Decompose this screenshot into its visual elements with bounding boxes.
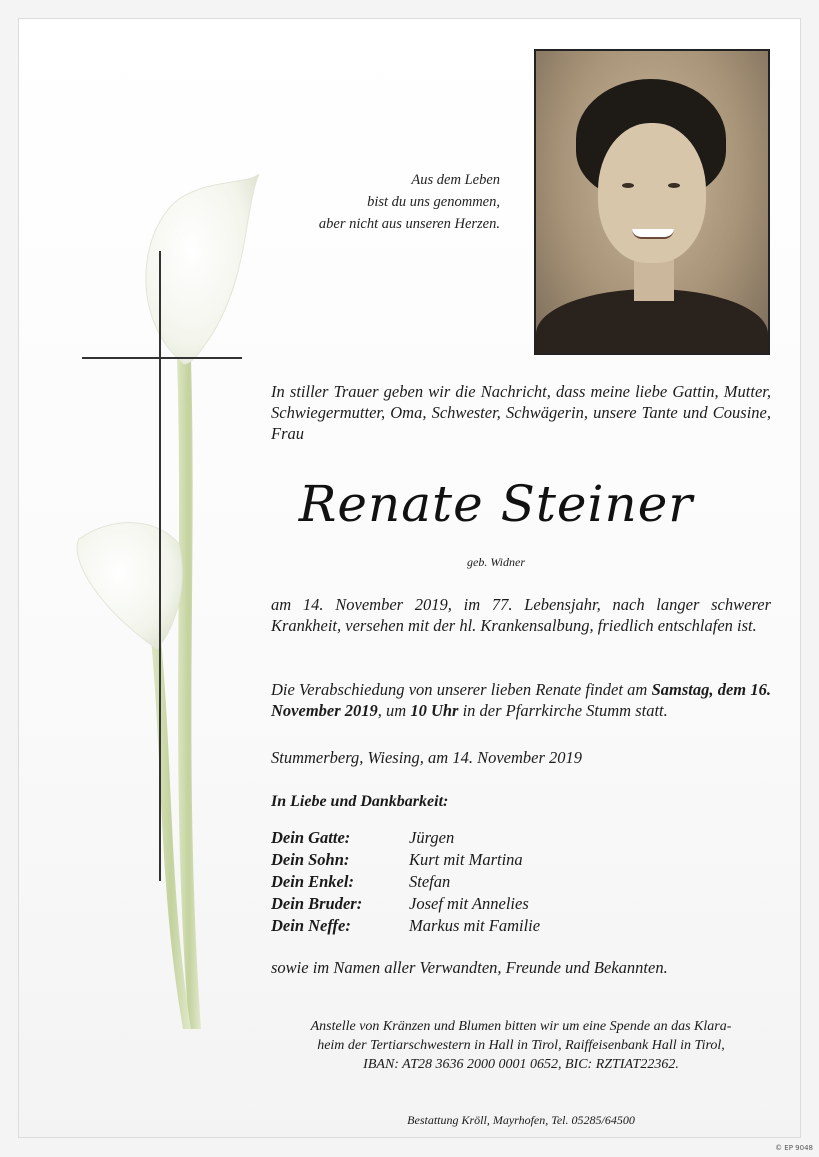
family-names: Markus mit Familie [409, 916, 541, 935]
farewell-notice [271, 679, 771, 721]
behalf-note: sowie im Namen aller Verwandten, Freunde und Bekannten. [271, 958, 668, 977]
portrait-photo [536, 51, 768, 353]
family-role: Dein Enkel: [271, 872, 354, 891]
family-names: Josef mit Annelies [409, 894, 529, 913]
copyright-mark: © EP 9048 [775, 1144, 813, 1152]
donation-line: Anstelle von Kränzen und Blumen bitten wir um eine Spende an das Klara- [310, 1019, 732, 1034]
cross-vertical [159, 251, 161, 881]
family-role: Dein Gatte: [271, 828, 351, 847]
motto-line: Aus dem Leben [411, 172, 500, 188]
family-role: Dein Sohn: [271, 850, 350, 869]
family-row [271, 871, 671, 893]
farewell-time: 10 Uhr [410, 701, 459, 720]
maiden-name: geb. Widner [467, 555, 525, 569]
announcement-intro: In stiller Trauer geben wir die Nachricht, dass meine liebe Gattin, Mutter, Schwiegermutter, Oma, Schwester, Schwägerin, unsere Tante und Cousine, Frau [271, 382, 771, 443]
family-list [271, 827, 671, 937]
family-role: Dein Neffe: [271, 916, 351, 935]
donation-line: IBAN: AT28 3636 2000 0001 0652, BIC: RZTIAT22362. [363, 1057, 679, 1072]
farewell-text: , um [377, 701, 411, 720]
place-date: Stummerberg, Wiesing, am 14. November 2019 [271, 748, 583, 767]
motto [200, 169, 500, 235]
motto-line: bist du uns genommen, [367, 194, 500, 210]
death-notice: am 14. November 2019, im 77. Lebensjahr, nach langer schwerer Krankheit, versehen mit der hl. Krankensalbung, friedlich entschlafen ist. [271, 595, 771, 635]
donation-line: heim der Tertiarschwestern in Hall in Tirol, Raiffeisenbank Hall in Tirol, [317, 1038, 725, 1053]
family-names: Kurt mit Martina [409, 850, 523, 869]
family-row [271, 893, 671, 915]
motto-line: aber nicht aus unseren Herzen. [318, 216, 500, 232]
family-role: Dein Bruder: [271, 894, 363, 913]
farewell-day: Samstag, dem 16. November 2019 [271, 680, 771, 720]
family-row [271, 827, 671, 849]
deceased-name: Renate Steiner [298, 475, 694, 533]
obituary-card [18, 18, 801, 1138]
cross-horizontal [82, 357, 242, 359]
family-names: Jürgen [409, 828, 455, 847]
portrait-frame [534, 49, 770, 355]
donation-request [271, 1017, 771, 1074]
family-row [271, 849, 671, 871]
family-row [271, 915, 671, 937]
undertaker-info: Bestattung Kröll, Mayrhofen, Tel. 05285/64500 [407, 1113, 635, 1127]
family-names: Stefan [409, 872, 451, 891]
farewell-text: Die Verabschiedung von unserer lieben Renate findet am [271, 680, 652, 699]
farewell-text: in der Pfarrkirche Stumm statt. [458, 701, 668, 720]
love-heading: In Liebe und Dankbarkeit: [271, 793, 449, 810]
